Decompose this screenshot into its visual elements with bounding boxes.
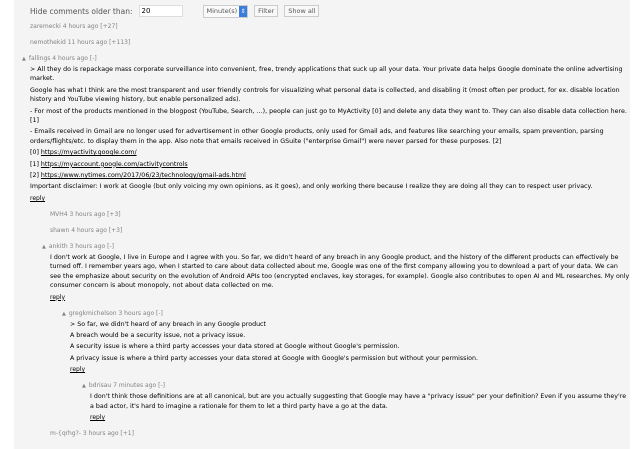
comment-meta <box>42 242 630 252</box>
link-ref: [1] <box>30 160 41 168</box>
link-ref: [0] <box>30 149 41 157</box>
comment-paragraph: I don't think those definitions are at all canonical, but are you actually suggesting that Google may have a "privacy issue" per your definition? Even if you assume they're a bad actor, it's hard to imagine a rationale for them to let a third party have a go at the data. <box>90 393 627 410</box>
comment-paragraph: A breach would be a security issue, not a privacy issue. <box>70 331 246 339</box>
comment-paragraph: - For most of the products mentioned in the blogpost (YouTube, Search, ...), people can just go to MyActivity [0] and delete any data they want to. They can also disable data collection here. [1] <box>30 107 627 125</box>
collapsed-comment <box>30 38 630 47</box>
show-all-button[interactable]: Show all <box>284 5 319 17</box>
comment-body <box>50 253 630 302</box>
link[interactable]: https://www.nytimes.com/2017/06/23/technology/gmail-ads.html <box>40 172 246 180</box>
filter-button[interactable]: Filter <box>254 5 278 17</box>
comment <box>22 54 630 203</box>
collapsed-comment-meta[interactable]: MVH4 3 hours ago [+3] <box>50 210 121 218</box>
hide-comments-filter <box>30 5 630 17</box>
comment <box>82 381 630 422</box>
comment-paragraph: > So far, we didn't heard of any breach in any Google product <box>70 320 266 328</box>
comment-meta <box>22 54 630 64</box>
comment-meta <box>62 309 630 319</box>
reply-link[interactable]: reply <box>70 366 86 374</box>
comment-meta <box>82 381 630 391</box>
link-line <box>30 171 630 180</box>
comment-body <box>30 65 630 203</box>
reply-link[interactable]: reply <box>30 194 46 202</box>
comment-paragraph: I don't work at Google, I live in Europe and I agree with you. So far, we didn't heard of any breach in any Google product, and the history of the different products can effectively be turned off. I remember years ago, when I started to care about data collected about me, Google was one of the first company allowing you to download a part of your data. We can see the emphasize about security on the evolution of Android APIs too (encrypted enclaves, key storages, for example). Google also contributes to open AI and ML researches. My only consumer concern is about monopoly, not about data collected on me. <box>50 253 630 290</box>
upvote-icon[interactable]: ▲ <box>62 310 66 317</box>
collapsed-comment-meta[interactable]: m-{qrhg?- 3 hours ago [+1] <box>50 429 134 437</box>
upvote-icon[interactable]: ▲ <box>82 383 86 390</box>
collapsed-comment <box>50 226 630 235</box>
collapsed-comment <box>50 210 630 219</box>
upvote-icon[interactable]: ▲ <box>42 243 46 250</box>
collapsed-comment-meta[interactable]: zaremecki 4 hours ago [+27] <box>30 23 118 30</box>
comment-paragraph: > All they do is repackage mass corporate surveillance into convenient, free, trendy applications that suck up all your data. Your private data helps Google dominate the online advertising market. <box>30 66 623 83</box>
comment-paragraph: Google has what I think are the most transparent and user friendly controls for visualizing what personal data is collected, and disabling it (most often per product, for ex. disable location history and YouTube viewing history, but enable personalized ads). <box>30 86 620 104</box>
comment-body <box>90 392 630 422</box>
comment-body <box>70 320 630 375</box>
chevron-updown-icon: ⇕ <box>240 7 246 15</box>
comment-header[interactable]: gregkmichelson 3 hours ago [-] <box>68 309 163 317</box>
upvote-icon[interactable]: ▲ <box>22 56 26 62</box>
comment-paragraph: A privacy issue is where a third party accesses your data stored at Google with Google's permission but without your permission. <box>70 354 478 362</box>
comment-header[interactable]: bdrisau 7 minutes ago [-] <box>88 382 165 390</box>
unit-value: Minute(s) <box>206 7 238 15</box>
collapsed-comment <box>30 22 630 31</box>
comment-header[interactable]: fallings 4 hours ago [-] <box>28 55 97 62</box>
comment-header[interactable]: ankith 3 hours ago [-] <box>48 242 114 250</box>
link-line <box>30 148 630 157</box>
reply-link[interactable]: reply <box>90 413 106 421</box>
comment <box>42 242 630 302</box>
age-input[interactable] <box>139 5 183 17</box>
reply-link[interactable]: reply <box>50 293 66 301</box>
comment-paragraph: A security issue is where a third party accesses your data stored at Google without Google's permission. <box>70 343 400 351</box>
collapsed-comment-meta[interactable]: shawn 4 hours ago [+3] <box>50 226 123 234</box>
collapsed-comment <box>50 429 630 438</box>
comment-paragraph: - Emails received in Gmail are no longer used for advertisement in other Google products, only used for Gmail ads, and features like searching your emails, spam prevention, parsing orders/flights/etc. to display them in the app. Also note that emails received in GSuite ("enterprise Gmail") were never parsed for these purposes. [2] <box>30 128 604 145</box>
comment <box>62 309 630 375</box>
link[interactable]: https://myaccount.google.com/activitycontrols <box>40 160 188 168</box>
link[interactable]: https://myactivity.google.com/ <box>40 149 137 157</box>
collapsed-comment-meta[interactable]: nemothekid 11 hours ago [+113] <box>30 39 131 46</box>
filter-label: Hide comments older than: <box>30 6 133 16</box>
comment-paragraph: Important disclaimer: I work at Google (but only voicing my own opinions, as it goes), and only working there because I realize they are doing all they can to respect user privacy. <box>30 183 593 191</box>
link-line <box>30 160 630 169</box>
link-ref: [2] <box>30 172 41 180</box>
unit-select[interactable] <box>203 5 249 18</box>
